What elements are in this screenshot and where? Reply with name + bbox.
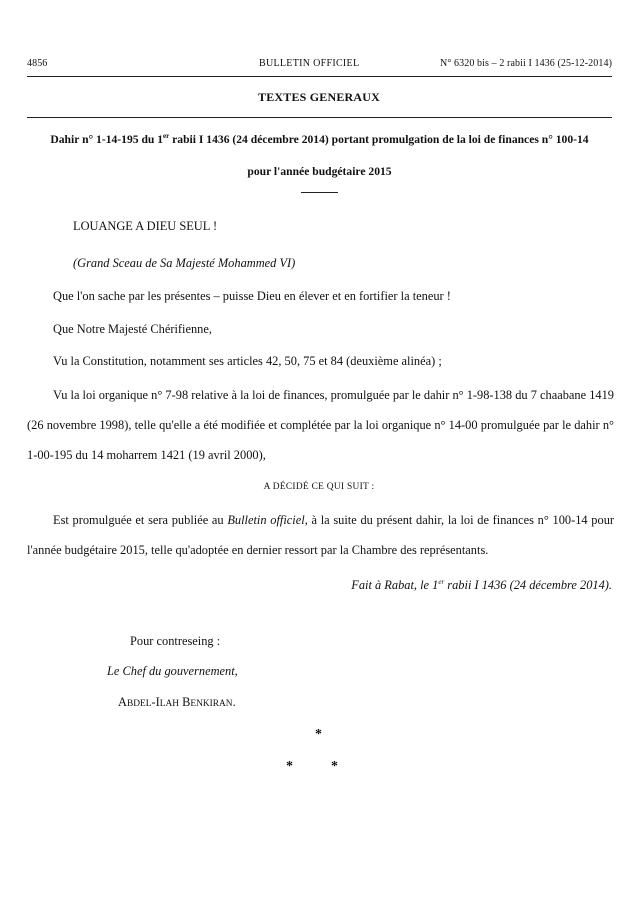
asterism-star-top: * bbox=[315, 727, 322, 742]
vu-constitution-line: Vu la Constitution, notamment ses articles 42, 50, 75 et 84 (deuxième alinéa) ; bbox=[53, 354, 442, 368]
issue-reference: N° 6320 bis – 2 rabii I 1436 (25-12-2014) bbox=[440, 58, 612, 69]
chef-gouvernement-line: Le Chef du gouvernement, bbox=[107, 664, 238, 678]
signatory-name: ABDEL-ILAH BENKIRAN. bbox=[118, 695, 236, 709]
dahir-title-line2: pour l'année budgétaire 2015 bbox=[247, 165, 392, 178]
page-number: 4856 bbox=[27, 58, 48, 69]
que-notre-majeste-line: Que Notre Majesté Chérifienne, bbox=[53, 322, 212, 336]
vu-loi-organique-paragraph: Vu la loi organique n° 7-98 relative à la loi de finances, promulguée par le dahir n° 1-98-138 du 7 chaabane 1419 (26 novembre 1998), telle qu'elle a été modifiée et complétée par la loi organique n° 14-00 promulguée par le dahir n° 1-00-195 du 14 moharrem 1421 (19 avril 2000), bbox=[27, 388, 614, 462]
asterism-star-right: * bbox=[331, 759, 338, 774]
publication-title: BULLETIN OFFICIEL bbox=[259, 58, 360, 69]
a-decide-heading: A DÉCIDÉ CE QUI SUIT : bbox=[263, 482, 375, 492]
promulgation-paragraph: Est promulguée et sera publiée au Bulletin officiel, à la suite du présent dahir, la loi de finances n° 100-14 pour l'année budgétaire 2015, telle qu'adoptée en dernier ressort par la Chambre des représentants. bbox=[27, 513, 615, 557]
header-rule bbox=[27, 76, 612, 77]
que-lon-sache-line: Que l'on sache par les présentes – puisse Dieu en élever et en fortifier la teneur ! bbox=[53, 289, 451, 303]
contreseing-line: Pour contreseing : bbox=[130, 634, 221, 648]
asterism-star-left: * bbox=[286, 759, 293, 774]
title-separator bbox=[301, 192, 338, 193]
fait-a-rabat: Fait à Rabat, le 1er rabii I 1436 (24 décembre 2014). bbox=[351, 578, 612, 593]
section-title: TEXTES GENERAUX bbox=[257, 90, 381, 104]
section-rule bbox=[27, 117, 612, 118]
dahir-title bbox=[27, 124, 612, 188]
grand-sceau-line: (Grand Sceau de Sa Majesté Mohammed VI) bbox=[73, 256, 296, 270]
louange-line: LOUANGE A DIEU SEUL ! bbox=[73, 219, 218, 233]
dahir-title-line1: Dahir n° 1-14-195 du 1er rabii I 1436 (24 décembre 2014) portant promulgation de la loi de finances n° 100-14 bbox=[50, 132, 589, 146]
